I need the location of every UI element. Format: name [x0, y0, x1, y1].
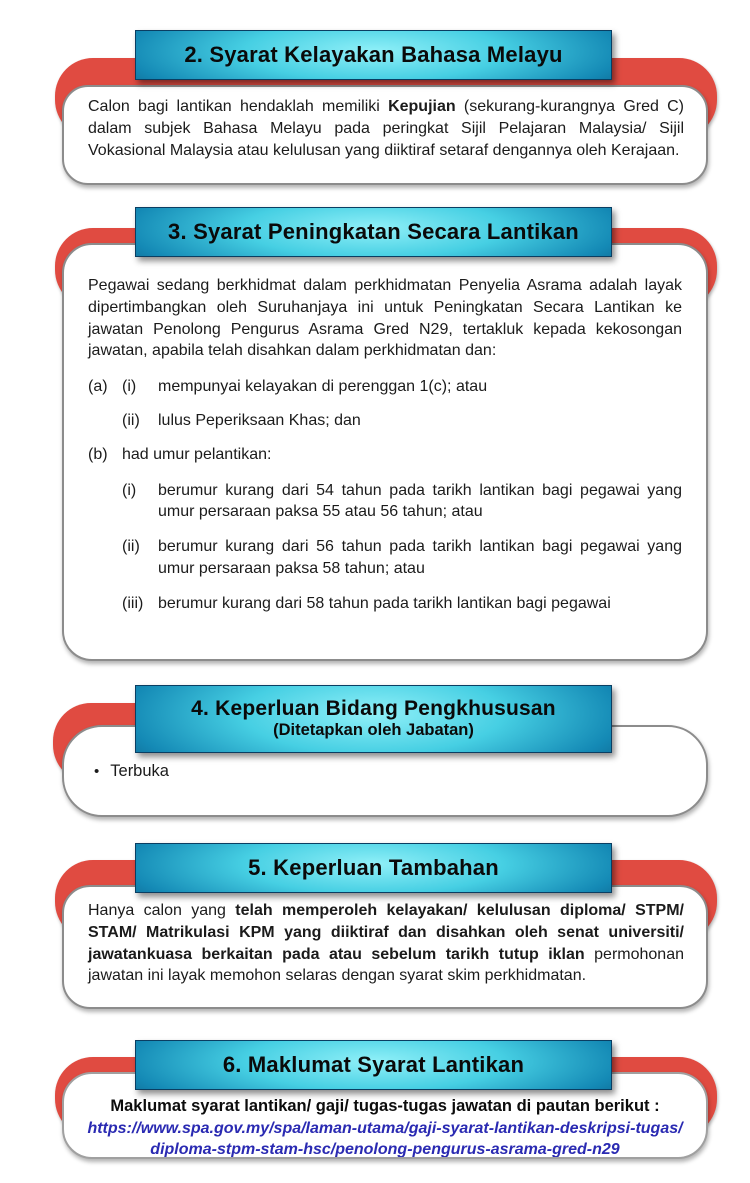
- list-item-text: berumur kurang dari 56 tahun pada tarikh lantikan bagi pegawai yang umur persaraan paksa 58 tahun; atau: [158, 537, 682, 577]
- list-item: [122, 410, 682, 432]
- body-text-segment: Hanya calon yang: [88, 902, 236, 919]
- section-title-banner: [135, 843, 612, 893]
- section-title: 4. Keperluan Bidang Pengkhususan: [191, 697, 556, 721]
- section-body-paragraph: [88, 96, 684, 161]
- section-title: 2. Syarat Kelayakan Bahasa Melayu: [184, 42, 563, 68]
- list-subitem-label: (i): [122, 378, 137, 395]
- section-title-banner: [135, 30, 612, 80]
- list-subitem-label: (iii): [122, 595, 144, 613]
- list-item: [88, 376, 682, 398]
- list-item-label: (a): [88, 378, 108, 395]
- section-intro-paragraph: Pegawai sedang berkhidmat dalam perkhidmatan Penyelia Asrama adalah layak dipertimbangkan oleh Suruhanjaya ini untuk Peningkatan Secara Lantikan ke jawatan Penolong Pengurus Asrama Gred N29, tertakluk kepada kekosongan jawatan, apabila telah disahkan dalam perkhidmatan dan:: [88, 277, 682, 360]
- section-subtitle: (Ditetapkan oleh Jabatan): [273, 721, 474, 740]
- body-text-bold-segment: Kepujian: [388, 98, 456, 115]
- section-title: 5. Keperluan Tambahan: [248, 855, 499, 881]
- list-item: [88, 444, 682, 466]
- body-text-bold-segment: telah memperoleh kelayakan/ kelulusan diploma/ STPM/ STAM/ Matrikulasi KPM yang diiktiraf dan disahkan oleh senat universiti/ jawatankuasa berkaitan pada atau sebelum tarikh tutup iklan: [88, 902, 685, 963]
- list-item-text: berumur kurang dari 58 tahun pada tarikh lantikan bagi pegawai: [158, 595, 611, 613]
- body-text-segment: permohonan jawatan ini layak memohon selaras dengan syarat skim perkhidmatan.: [88, 945, 684, 985]
- list-item-text: mempunyai kelayakan di perenggan 1(c); atau: [158, 378, 488, 395]
- list-item: [122, 536, 682, 579]
- section-body-box: [62, 243, 708, 661]
- section-title-banner: [135, 207, 612, 257]
- list-item-text: had umur pelantikan:: [122, 446, 272, 464]
- section-title: 6. Maklumat Syarat Lantikan: [222, 1052, 525, 1078]
- spa-gov-link[interactable]: [72, 1119, 698, 1159]
- spa-gov-link-line1: https://www.spa.gov.my/spa/laman-utama/gaji-syarat-lantikan-deskripsi-tugas/: [87, 1120, 683, 1138]
- list-item: [122, 593, 682, 615]
- section-title: 3. Syarat Peningkatan Secara Lantikan: [168, 219, 579, 245]
- list-item-label: (b): [88, 446, 108, 464]
- section-body-box: [62, 85, 708, 185]
- section-title-banner: [135, 685, 612, 753]
- bullet-icon: •: [94, 762, 100, 780]
- link-lead-text: Maklumat syarat lantikan/ gaji/ tugas-tugas jawatan di pautan berikut :: [110, 1097, 660, 1115]
- bullet-item-text: Terbuka: [110, 761, 169, 780]
- spa-gov-link-line2: diploma-stpm-stam-hsc/penolong-pengurus-asrama-gred-n29: [150, 1141, 620, 1159]
- section-body-paragraph: [88, 900, 684, 987]
- list-subitem-label: (i): [122, 481, 137, 499]
- body-text-segment: (sekurang-kurangnya Gred C) dalam subjek Bahasa Melayu pada peringkat Sijil Pelajaran Malaysia/ Sijil Vokasional Malaysia atau kelulusan yang diiktiraf setaraf dengannya oleh Kerajaan.: [88, 98, 685, 159]
- list-item-text: lulus Peperiksaan Khas; dan: [158, 411, 361, 429]
- list-item-text: berumur kurang dari 54 tahun pada tarikh lantikan bagi pegawai yang umur persaraan paksa 55 atau 56 tahun; atau: [158, 481, 682, 521]
- list-item: [122, 480, 682, 523]
- section-title-banner: [135, 1040, 612, 1090]
- list-subitem-label: (ii): [122, 411, 140, 429]
- body-text-segment: Calon bagi lantikan hendaklah memiliki: [88, 98, 389, 115]
- section-body-box: [62, 885, 708, 1009]
- list-subitem-label: (ii): [122, 537, 140, 555]
